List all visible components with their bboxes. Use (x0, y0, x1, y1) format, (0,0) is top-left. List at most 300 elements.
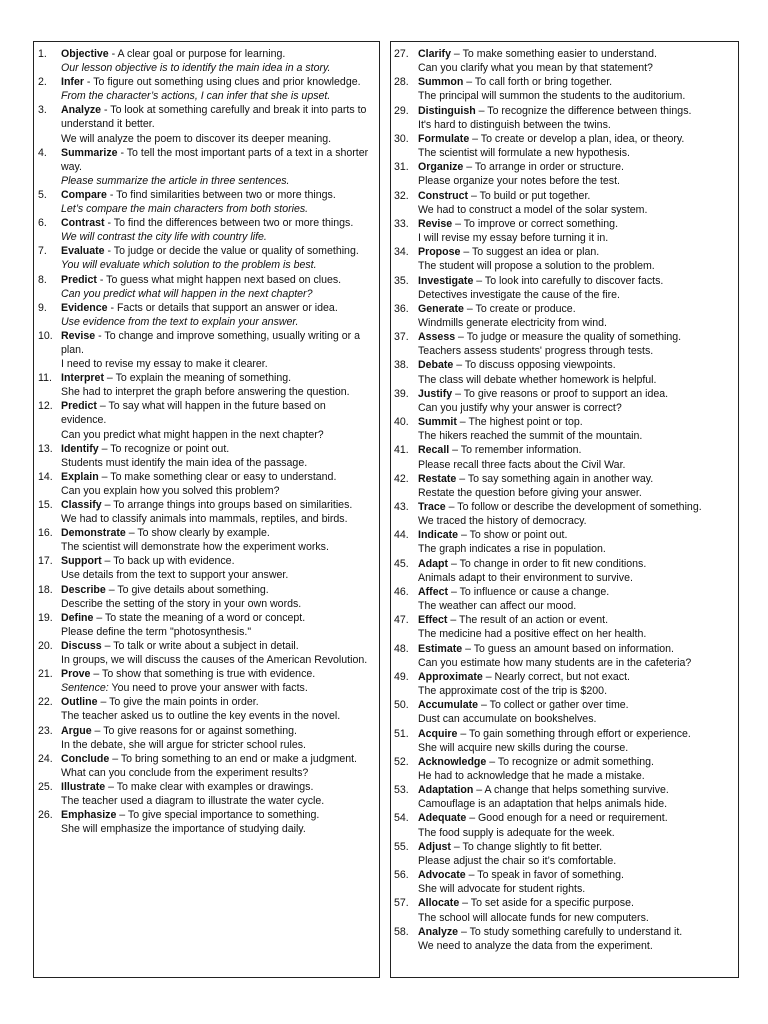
entry-example-text: She had to interpret the graph before answering the question. (61, 386, 350, 399)
entry-example (61, 794, 373, 808)
entry-number: 47. (394, 614, 409, 627)
vocabulary-entry (34, 667, 373, 695)
entry-definition: - To find the differences between two or more things. (104, 217, 354, 230)
entry-example-text: She will acquire new skills during the course. (418, 741, 629, 754)
vocabulary-entry (34, 188, 373, 216)
entry-body (418, 217, 732, 245)
vocabulary-entry (391, 698, 732, 726)
entry-example (61, 681, 373, 695)
entry-example (418, 571, 732, 585)
entry-example (61, 484, 373, 498)
entry-number: 6. (38, 217, 47, 230)
entry-body (418, 245, 732, 273)
vocabulary-entry (391, 132, 732, 160)
entry-example-text: The food supply is adequate for the week. (418, 826, 615, 839)
entry-example-text: Use details from the text to support your answer. (61, 569, 289, 582)
entry-definition: – To discuss opposing viewpoints. (453, 359, 616, 372)
entry-number: 17. (38, 555, 53, 568)
entry-body (418, 358, 732, 386)
entry-term: Objective (61, 48, 109, 60)
entry-number: 21. (38, 668, 53, 681)
entry-example-text: Students must identify the main idea of the passage. (61, 456, 308, 469)
entry-number: 2. (38, 76, 47, 89)
entry-number: 26. (38, 809, 53, 822)
entry-example (418, 854, 732, 868)
entry-example-text: Can you clarify what you mean by that statement? (418, 62, 653, 75)
entry-number: 12. (38, 400, 53, 413)
entry-definition: – To give reasons or proof to support an idea. (452, 387, 669, 400)
entry-term: Formulate (418, 132, 470, 145)
vocabulary-entry (34, 103, 373, 145)
entry-term: Adjust (418, 840, 451, 853)
entry-term: Emphasize (61, 809, 117, 822)
entry-example-text: We traced the history of democracy. (418, 515, 587, 528)
vocabulary-entry (34, 526, 373, 554)
entry-example-text: The scientist will formulate a new hypothesis. (418, 147, 630, 160)
entry-example (418, 797, 732, 811)
entry-example (61, 822, 373, 836)
vocabulary-entry (391, 245, 732, 273)
vocabulary-list-right (391, 47, 732, 953)
entry-term: Illustrate (61, 780, 106, 793)
entry-example-text: The scientist will demonstrate how the experiment works. (61, 541, 329, 554)
entry-example-text: Animals adapt to their environment to survive. (418, 571, 633, 584)
vocabulary-entry (391, 811, 732, 839)
entry-definition: – To give special importance to something. (116, 809, 320, 822)
entry-term: Summon (418, 76, 464, 89)
entry-example-text: Camouflage is an adaptation that helps animals hide. (418, 798, 668, 811)
entry-definition: – To influence or cause a change. (448, 585, 610, 598)
vocabulary-entry (34, 47, 373, 75)
entry-term: Investigate (418, 274, 474, 287)
entry-term: Allocate (418, 897, 460, 910)
entry-example-text: The medicine had a positive effect on her health. (418, 628, 647, 641)
vocabulary-entry (34, 470, 373, 498)
vocabulary-entry (34, 639, 373, 667)
vocabulary-entry (391, 613, 732, 641)
entry-example-text: Detectives investigate the cause of the fire. (418, 288, 620, 301)
entry-definition: - To find similarities between two or more things. (106, 188, 336, 201)
entry-example-text: Restate the question before giving your answer. (418, 486, 642, 499)
entry-number: 50. (394, 699, 409, 712)
entry-term: Effect (418, 614, 448, 627)
entry-body (418, 472, 732, 500)
entry-example-text: The weather can affect our mood. (418, 600, 577, 613)
entry-definition: – Nearly correct, but not exact. (482, 670, 630, 683)
entry-definition: – To set aside for a specific purpose. (459, 897, 634, 910)
entry-body (61, 47, 373, 75)
entry-term: Contrast (61, 217, 105, 230)
entry-example (61, 287, 373, 301)
entry-example-text: I need to revise my essay to make it clearer. (61, 358, 268, 371)
entry-body (418, 868, 732, 896)
entry-example-text: In the debate, she will argue for stricter school rules. (61, 738, 306, 751)
entry-number: 52. (394, 755, 409, 768)
entry-example (418, 882, 732, 896)
entry-body (61, 611, 373, 639)
entry-example-text: Please recall three facts about the Civil War. (418, 458, 626, 471)
entry-number: 9. (38, 301, 47, 314)
entry-definition: – To study something carefully to understand it. (458, 925, 683, 938)
entry-number: 1. (38, 48, 47, 60)
entry-example-text: We need to analyze the data from the experiment. (418, 939, 653, 952)
entry-definition: – To recognize or point out. (98, 442, 230, 455)
entry-example (61, 89, 373, 103)
entry-example (61, 202, 373, 216)
entry-example (418, 401, 732, 415)
entry-term: Acquire (418, 727, 458, 740)
entry-body (61, 371, 373, 399)
entry-term: Explain (61, 470, 99, 483)
entry-example (418, 712, 732, 726)
entry-definition: – To arrange things into groups based on similarities. (101, 499, 353, 511)
entry-number: 18. (38, 583, 53, 596)
vocabulary-entry (391, 585, 732, 613)
entry-number: 34. (394, 246, 409, 259)
entry-definition: - To figure out something using clues and prior knowledge. (83, 76, 361, 89)
entry-example (418, 458, 732, 472)
entry-example (418, 741, 732, 755)
entry-term: Propose (418, 246, 461, 259)
entry-term: Predict (61, 273, 97, 286)
entry-term: Approximate (418, 670, 483, 683)
entry-body (61, 808, 373, 836)
entry-body (61, 146, 373, 188)
entry-body (418, 727, 732, 755)
entry-example-prefix: Sentence: (61, 682, 109, 695)
entry-term: Summarize (61, 146, 118, 159)
entry-example-text: We had to construct a model of the solar system. (418, 203, 648, 216)
entry-term: Summit (418, 416, 457, 429)
entry-term: Trace (418, 501, 446, 513)
entry-body (418, 925, 732, 953)
entry-number: 33. (394, 217, 409, 230)
entry-definition: - To judge or decide the value or quality of something. (104, 245, 359, 258)
entry-example (418, 288, 732, 302)
entry-number: 28. (394, 76, 409, 89)
entry-body (418, 613, 732, 641)
entry-number: 37. (394, 331, 409, 344)
entry-number: 39. (394, 387, 409, 400)
entry-definition: – To recognize or admit something. (486, 755, 654, 768)
entry-number: 41. (394, 444, 409, 457)
entry-example-text: From the character’s actions, I can infer that she is upset. (61, 90, 331, 103)
entry-number: 8. (38, 273, 47, 286)
entry-body (418, 811, 732, 839)
entry-number: 58. (394, 925, 409, 938)
entry-term: Outline (61, 696, 98, 709)
entry-example (61, 456, 373, 470)
entry-number: 36. (394, 302, 409, 315)
vocabulary-entry (391, 443, 732, 471)
entry-example-text: You will evaluate which solution to the problem is best. (61, 259, 317, 272)
entry-number: 20. (38, 639, 53, 652)
entry-example (418, 684, 732, 698)
entry-term: Revise (418, 217, 453, 230)
entry-number: 30. (394, 132, 409, 145)
entry-example (61, 625, 373, 639)
entry-example (418, 769, 732, 783)
entry-term: Adaptation (418, 784, 474, 797)
entry-definition: – To show clearly by example. (125, 527, 270, 540)
entry-body (418, 104, 732, 132)
entry-example-text: He had to acknowledge that he made a mistake. (418, 769, 645, 782)
entry-example (61, 357, 373, 371)
entry-example (61, 61, 373, 75)
vocabulary-column-right (390, 41, 739, 978)
entry-term: Interpret (61, 372, 104, 385)
entry-number: 10. (38, 329, 53, 342)
entry-body (61, 695, 373, 723)
vocabulary-entry (391, 415, 732, 443)
entry-number: 53. (394, 784, 409, 797)
entry-example-text: I will revise my essay before turning it in. (418, 232, 609, 245)
entry-definition: – To make clear with examples or drawings. (105, 780, 314, 793)
entry-number: 32. (394, 189, 409, 202)
entry-body (61, 470, 373, 498)
entry-number: 16. (38, 527, 53, 540)
entry-definition: – To speak in favor of something. (465, 869, 624, 882)
vocabulary-entry (391, 472, 732, 500)
vocabulary-entry (391, 104, 732, 132)
entry-example-text: Please summarize the article in three sentences. (61, 174, 290, 187)
entry-definition: – To judge or measure the quality of something. (455, 331, 682, 344)
entry-number: 25. (38, 780, 53, 793)
entry-number: 42. (394, 472, 409, 485)
entry-body (418, 698, 732, 726)
entry-definition: – To look into carefully to discover facts. (473, 274, 664, 287)
entry-example-text: She will advocate for student rights. (418, 883, 586, 896)
entry-number: 40. (394, 416, 409, 429)
vocabulary-entry (391, 387, 732, 415)
entry-example (418, 61, 732, 75)
entry-definition: – To give reasons for or against something. (91, 724, 297, 737)
vocabulary-entry (391, 642, 732, 670)
entry-term: Restate (418, 472, 457, 485)
vocabulary-entry (391, 500, 732, 528)
entry-body (61, 301, 373, 329)
entry-example (61, 230, 373, 244)
entry-term: Describe (61, 583, 106, 596)
vocabulary-entry (391, 160, 732, 188)
entry-term: Prove (61, 668, 91, 681)
entry-number: 5. (38, 188, 47, 201)
entry-example (61, 385, 373, 399)
entry-example-text: Can you predict what will happen in the next chapter? (61, 287, 313, 300)
entry-example-text: Teachers assess students' progress through tests. (418, 345, 654, 358)
entry-example (61, 174, 373, 188)
vocabulary-entry (34, 75, 373, 103)
entry-body (418, 415, 732, 443)
entry-body (61, 498, 373, 526)
entry-body (418, 670, 732, 698)
entry-number: 43. (394, 501, 409, 513)
entry-body (61, 780, 373, 808)
entry-example-text: She will emphasize the importance of studying daily. (61, 823, 306, 836)
entry-number: 57. (394, 897, 409, 910)
entry-body (418, 528, 732, 556)
entry-definition: - To tell the most important parts of a text in a shorter way. (61, 146, 369, 173)
entry-definition: – To follow or describe the development of something. (445, 501, 702, 513)
entry-body (418, 75, 732, 103)
entry-body (61, 442, 373, 470)
entry-term: Identify (61, 442, 99, 455)
entry-example (61, 709, 373, 723)
vocabulary-entry (34, 752, 373, 780)
vocabulary-entry (391, 727, 732, 755)
entry-body (418, 642, 732, 670)
entry-example-text: The class will debate whether homework is helpful. (418, 373, 657, 386)
entry-number: 15. (38, 499, 53, 511)
entry-number: 38. (394, 359, 409, 372)
entry-example (61, 540, 373, 554)
entry-body (61, 244, 373, 272)
entry-number: 56. (394, 869, 409, 882)
entry-term: Advocate (418, 869, 466, 882)
entry-example (61, 428, 373, 442)
entry-example-text: We will contrast the city life with country life. (61, 231, 267, 244)
entry-example (418, 514, 732, 528)
entry-number: 3. (38, 104, 47, 117)
entry-number: 44. (394, 529, 409, 542)
entry-term: Compare (61, 188, 107, 201)
entry-number: 7. (38, 245, 47, 258)
entry-definition: – To talk or write about a subject in detail. (101, 639, 299, 652)
entry-example (418, 911, 732, 925)
entry-term: Evidence (61, 301, 108, 314)
entry-body (418, 840, 732, 868)
entry-term: Adapt (418, 557, 449, 570)
entry-term: Construct (418, 189, 469, 202)
entry-number: 35. (394, 274, 409, 287)
vocabulary-entry (391, 189, 732, 217)
entry-definition: – To build or put together. (468, 189, 591, 202)
entry-definition: – To call forth or bring together. (463, 76, 613, 89)
vocabulary-entry (391, 755, 732, 783)
entry-example-text: Describe the setting of the story in your own words. (61, 597, 302, 610)
entry-example (418, 259, 732, 273)
entry-example (418, 826, 732, 840)
entry-example (418, 146, 732, 160)
entry-body (418, 132, 732, 160)
vocabulary-entry (34, 216, 373, 244)
vocabulary-entry (34, 329, 373, 371)
entry-example-text: Can you predict what might happen in the next chapter? (61, 428, 324, 441)
entry-number: 51. (394, 727, 409, 740)
entry-example-text: The hikers reached the summit of the mountain. (418, 430, 643, 443)
vocabulary-entry (34, 780, 373, 808)
entry-number: 29. (394, 104, 409, 117)
entry-number: 24. (38, 752, 53, 765)
entry-example (418, 118, 732, 132)
entry-definition: – Good enough for a need or requirement. (466, 812, 668, 825)
entry-example-text: We will analyze the poem to discover its deeper meaning. (61, 132, 332, 145)
entry-example-text: What can you conclude from the experiment results? (61, 766, 309, 779)
entry-term: Justify (418, 387, 453, 400)
vocabulary-entry (391, 217, 732, 245)
vocabulary-entry (391, 47, 732, 75)
entry-example (418, 316, 732, 330)
vocabulary-entry (34, 301, 373, 329)
entry-definition: – To change in order to fit new conditions. (448, 557, 647, 570)
vocabulary-entry (34, 442, 373, 470)
entry-number: 23. (38, 724, 53, 737)
vocabulary-entry (34, 399, 373, 441)
vocabulary-entry (34, 554, 373, 582)
entry-example (418, 344, 732, 358)
entry-example (418, 486, 732, 500)
entry-body (418, 443, 732, 471)
entry-number: 45. (394, 557, 409, 570)
entry-body (418, 160, 732, 188)
entry-example (61, 766, 373, 780)
entry-example (418, 203, 732, 217)
vocabulary-entry (391, 557, 732, 585)
entry-definition: – To explain the meaning of something. (103, 372, 292, 385)
entry-number: 11. (38, 372, 52, 385)
entry-number: 19. (38, 611, 53, 624)
entry-definition: – To show that something is true with evidence. (90, 668, 316, 681)
entry-body (418, 557, 732, 585)
entry-definition: - To look at something carefully and break it into parts to understand it better. (61, 104, 367, 131)
entry-example (418, 174, 732, 188)
entry-body (61, 216, 373, 244)
vocabulary-entry (391, 670, 732, 698)
entry-term: Clarify (418, 48, 451, 60)
vocabulary-entry (34, 611, 373, 639)
entry-term: Evaluate (61, 245, 105, 258)
entry-definition: – To create or develop a plan, idea, or theory. (469, 132, 685, 145)
entry-example (418, 89, 732, 103)
entry-definition: – To create or produce. (463, 302, 576, 315)
vocabulary-entry (391, 274, 732, 302)
entry-definition: – A change that helps something survive. (473, 784, 669, 797)
entry-body (418, 189, 732, 217)
entry-term: Accumulate (418, 699, 479, 712)
entry-definition: – To gain something through effort or experience. (457, 727, 691, 740)
entry-definition: – To collect or gather over time. (478, 699, 629, 712)
entry-definition: – To change slightly to fit better. (450, 840, 603, 853)
entry-example (418, 939, 732, 953)
entry-definition: - A clear goal or purpose for learning. (108, 48, 286, 60)
entry-body (61, 399, 373, 441)
vocabulary-entry (34, 244, 373, 272)
entry-term: Generate (418, 302, 464, 315)
entry-term: Distinguish (418, 104, 476, 117)
entry-example (61, 315, 373, 329)
vocabulary-entry (391, 896, 732, 924)
entry-example-text: In groups, we will discuss the causes of the American Revolution. (61, 654, 368, 667)
entry-number: 48. (394, 642, 409, 655)
entry-example (418, 656, 732, 670)
entry-definition: – To guess an amount based on information. (462, 642, 674, 655)
entry-definition: – To give details about something. (105, 583, 269, 596)
entry-definition: – To improve or correct something. (452, 217, 619, 230)
vocabulary-entry (391, 302, 732, 330)
entry-body (418, 330, 732, 358)
vocabulary-entry (391, 75, 732, 103)
entry-definition: – To make something easier to understand. (450, 48, 657, 60)
entry-body (61, 639, 373, 667)
entry-example (418, 599, 732, 613)
entry-definition: - To change and improve something, usually writing or a plan. (61, 329, 360, 356)
entry-example-text: The teacher asked us to outline the key events in the novel. (61, 710, 341, 723)
entry-body (61, 667, 373, 695)
entry-number: 46. (394, 585, 409, 598)
entry-definition: - To guess what might happen next based on clues. (96, 273, 342, 286)
entry-example (61, 568, 373, 582)
entry-example (61, 512, 373, 526)
